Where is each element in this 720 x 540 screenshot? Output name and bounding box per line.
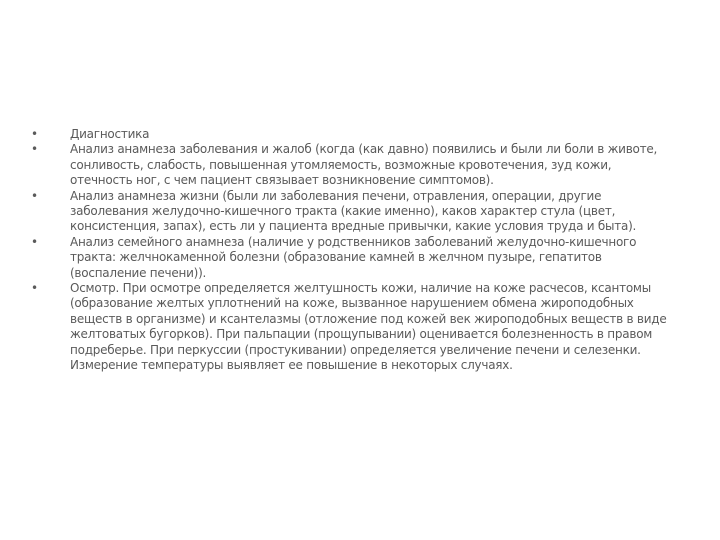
list-item-text: Анализ семейного анамнеза (наличие у родственников заболеваний желудочно-кишечного тракта: желчнокаменной болезни (образование камней в желчном пузыре, гепатитов (воспаление печени)). (70, 234, 637, 280)
list-item (28, 127, 668, 142)
bullet-icon: • (31, 127, 38, 141)
list-item-text: Диагностика (70, 127, 150, 141)
list-item-text: Осмотр. При осмотре определяется желтушность кожи, наличие на коже расчесов, ксантомы (образование желтых уплотнений на коже, вызванное нарушением обмена жироподобных веществ в организме) и ксантелазмы (отложение под кожей век жироподобных веществ в виде желтоватых бугорков). При пальпации (прощупывании) оценивается болезненность в правом подреберье. При перкуссии (простукивании) определяется увеличение печени и селезенки. Измерение температуры выявляет ее повышение в некоторых случаях. (70, 281, 667, 373)
list-item-text: Анализ анамнеза заболевания и жалоб (когда (как давно) появились и были ли боли в животе, сонливость, слабость, повышенная утомляемость, возможные кровотечения, зуд кожи, отечность ног, с чем пациент связывает возникновение симптомов). (70, 142, 658, 188)
bullet-icon: • (31, 281, 38, 296)
bullet-icon: • (31, 188, 38, 203)
list-item (28, 142, 668, 188)
bullet-icon: • (31, 142, 38, 157)
list-item (28, 189, 668, 235)
list-item (28, 235, 668, 281)
list-item-text: Анализ анамнеза жизни (были ли заболевания печени, отравления, операции, другие заболевания желудочно-кишечного тракта (какие именно), каков характер стула (цвет, консистенция, запах), есть ли у пациента вредные привычки, какие условия труда и быта). (70, 188, 637, 234)
list-item (28, 281, 668, 373)
bullet-icon: • (31, 234, 38, 249)
bullet-list (28, 127, 668, 374)
